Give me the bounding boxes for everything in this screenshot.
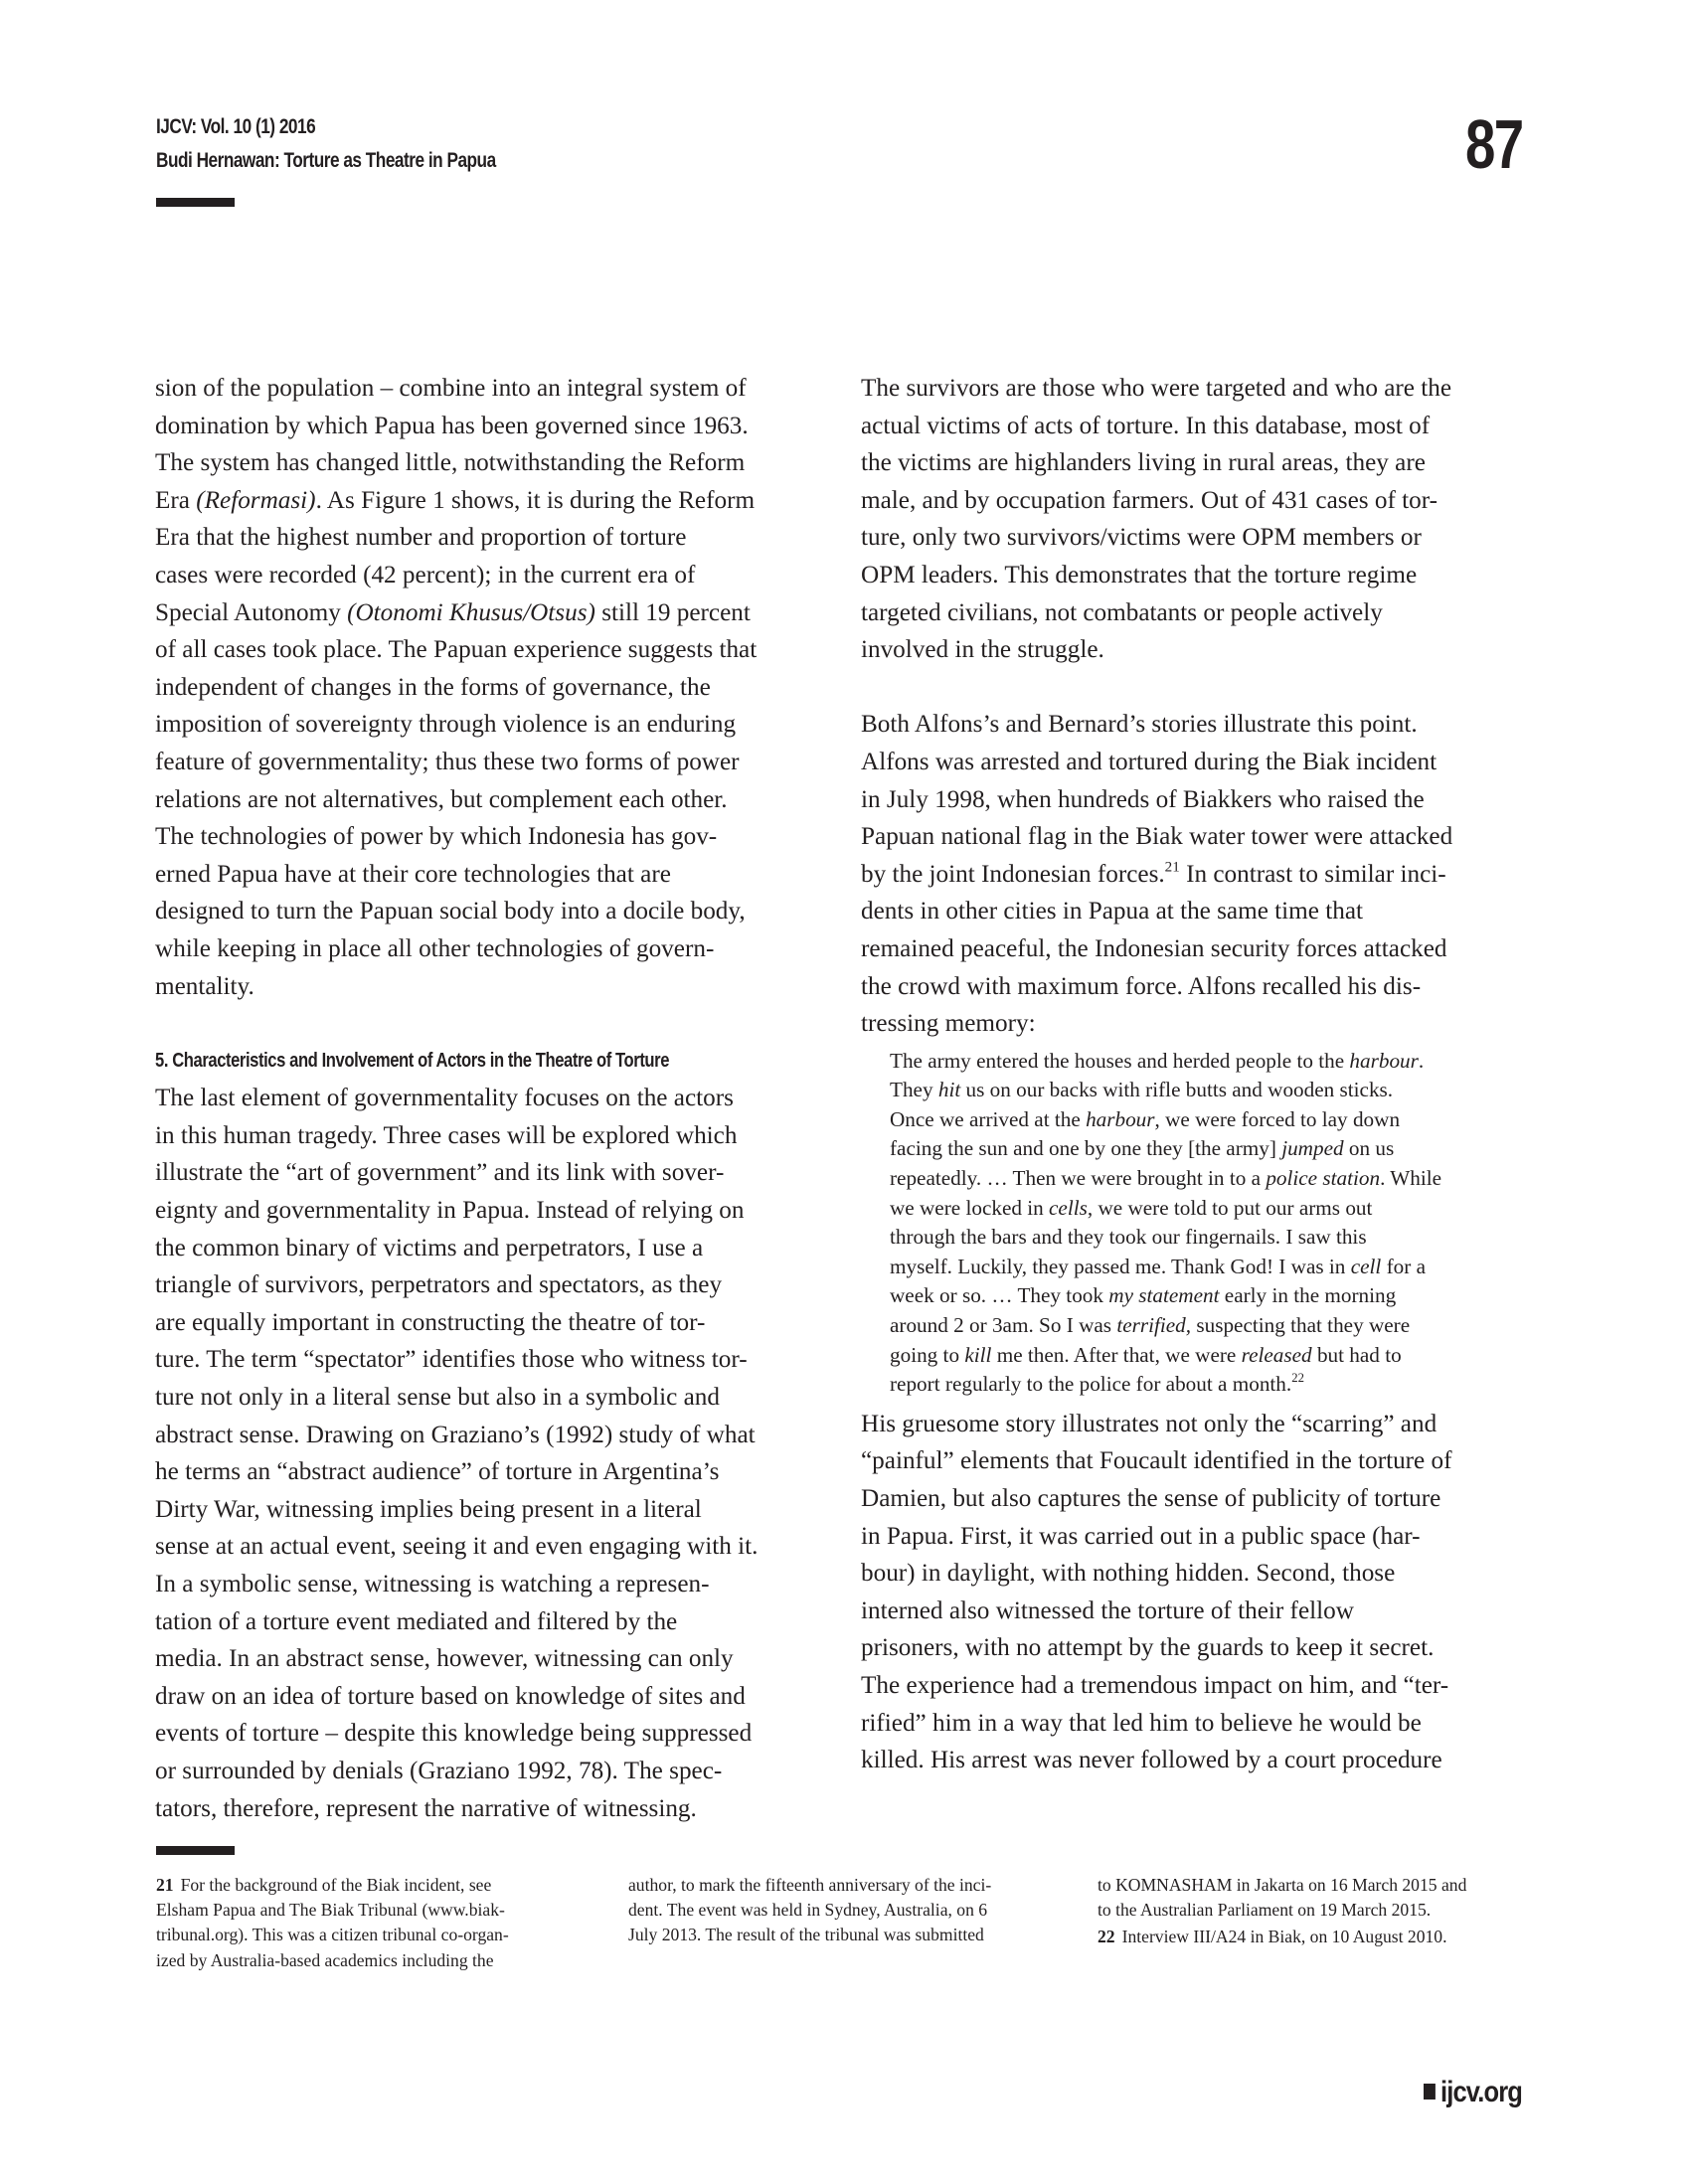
text-line xyxy=(155,744,831,781)
italic-term: my statement xyxy=(1108,1283,1220,1308)
text-run: tribunal.org). This was a citizen tribunal co-organ- xyxy=(156,1925,509,1945)
left-column xyxy=(155,370,831,1827)
quote-line xyxy=(890,1134,1539,1164)
text-line: involved in the struggle. xyxy=(861,636,1104,664)
text-line xyxy=(861,1005,1539,1043)
text-run: The army entered the houses and herded people to the xyxy=(890,1048,1350,1073)
text-run: us on our backs with rifle butts and wooden sticks. xyxy=(960,1078,1394,1102)
quote-line xyxy=(890,1341,1539,1371)
quote-line xyxy=(890,1253,1539,1282)
footnote-line xyxy=(156,1873,593,1898)
text-line xyxy=(155,818,831,856)
text-run: independent of changes in the forms of governance, the xyxy=(155,673,711,701)
text-line: prisoners, with no attempt by the guards to keep it secret. xyxy=(861,1634,1435,1662)
text-line: the common binary of victims and perpetrators, I use a xyxy=(155,1234,704,1261)
text-line: The last element of governmentality focuses on the actors xyxy=(155,1085,734,1112)
text-line: ture. The term “spectator” identifies those who witness tor- xyxy=(155,1346,748,1374)
italic-term: released xyxy=(1241,1342,1312,1367)
text-run: the crowd with maximum force. Alfons recalled his dis- xyxy=(861,972,1422,1000)
text-line xyxy=(861,968,1539,1006)
text-line: tation of a torture event mediated and filtered by the xyxy=(155,1607,678,1635)
quote-line xyxy=(890,1105,1539,1135)
text-line: illustrate the “art of government” and its link with sover- xyxy=(155,1159,725,1187)
text-run: myself. Luckily, they passed me. Thank God! I was in xyxy=(890,1254,1351,1278)
page-number: 87 xyxy=(1465,105,1523,183)
text-line: the victims are highlanders living in rural areas, they are xyxy=(861,449,1426,477)
text-line xyxy=(155,482,831,520)
text-line: Damien, but also captures the sense of publicity of torture xyxy=(861,1485,1441,1512)
italic-term: jumped xyxy=(1281,1136,1344,1161)
text-line: dent. The event was held in Sydney, Australia, on 6 xyxy=(628,1900,988,1921)
text-line: bour) in daylight, with nothing hidden. Second, those xyxy=(861,1560,1396,1588)
text-line: ture, only two survivors/victims were OPM members or xyxy=(861,524,1422,552)
italic-term: cell xyxy=(1350,1254,1382,1278)
text-line xyxy=(155,557,831,594)
text-run: feature of governmentality; thus these two forms of power xyxy=(155,748,740,775)
text-line xyxy=(155,893,831,930)
text-line: triangle of survivors, perpetrators and spectators, as they xyxy=(155,1271,723,1299)
text-run: cases were recorded (42 percent); in the current era of xyxy=(155,561,696,588)
text-line: draw on an idea of torture based on knowledge of sites and xyxy=(155,1682,746,1710)
footer-site[interactable] xyxy=(1424,2076,1522,2109)
quote-line xyxy=(890,1076,1539,1105)
italic-term: (Otonomi Khusus/Otsus) xyxy=(347,598,595,626)
text-run: going to xyxy=(890,1342,965,1367)
text-run: mentality. xyxy=(155,972,254,1000)
text-run: suspecting that they were xyxy=(1191,1313,1411,1338)
text-run: For the background of the Biak incident, see xyxy=(180,1875,492,1895)
paragraph-gap xyxy=(861,669,1539,707)
text-line xyxy=(861,930,1539,968)
text-run: dents in other cities in Papua at the same time that xyxy=(861,898,1364,925)
text-line: in this human tragedy. Three cases will be explored which xyxy=(155,1121,738,1149)
footer-site-link[interactable]: ijcv.org xyxy=(1440,2076,1523,2108)
text-run: for a xyxy=(1381,1254,1426,1278)
text-run: The system has changed little, notwithstanding the Reform xyxy=(155,449,746,477)
article-running-title: Budi Hernawan: Torture as Theatre in Papua xyxy=(156,149,496,172)
italic-term: harbour xyxy=(1349,1048,1419,1073)
square-bullet-icon xyxy=(1424,2084,1436,2100)
text-line: The survivors are those who were targeted and who are the xyxy=(861,375,1452,402)
paragraph-survivors xyxy=(861,370,1539,669)
text-run: sion of the population – combine into an integral system of xyxy=(155,375,747,402)
italic-term: police station xyxy=(1266,1166,1381,1191)
footnote-line xyxy=(156,1948,593,1973)
text-line: Dirty War, witnessing implies being present in a literal xyxy=(155,1495,702,1523)
text-line xyxy=(155,408,831,445)
text-run: of all cases took place. The Papuan experience suggests that xyxy=(155,636,758,664)
footnote-line xyxy=(156,1923,593,1947)
footnote-21 xyxy=(156,1873,593,1973)
text-line xyxy=(861,706,1539,744)
text-line xyxy=(861,856,1539,894)
text-run: around 2 or 3am. So I was xyxy=(890,1313,1117,1338)
paragraph-gap xyxy=(155,1005,831,1043)
right-column xyxy=(861,370,1539,1779)
footnote-column-1 xyxy=(156,1873,593,1973)
text-run: Once we arrived at the xyxy=(890,1106,1087,1131)
text-line xyxy=(861,818,1539,856)
footnote-rule xyxy=(156,1846,235,1855)
text-line xyxy=(155,669,831,707)
italic-term: kill xyxy=(964,1342,992,1367)
text-line: In a symbolic sense, witnessing is watching a represen- xyxy=(155,1571,710,1597)
italic-term: hit xyxy=(937,1078,961,1102)
quote-line xyxy=(890,1311,1539,1341)
text-run: report regularly to the police for about a month. xyxy=(890,1372,1292,1397)
text-line: His gruesome story illustrates not only the “scarring” and xyxy=(861,1410,1437,1437)
text-run: Special Autonomy xyxy=(155,598,348,626)
text-line xyxy=(155,519,831,557)
text-line: abstract sense. Drawing on Graziano’s (1992) study of what xyxy=(155,1421,756,1448)
text-run: we were locked in xyxy=(890,1195,1050,1220)
text-run: relations are not alternatives, but complement each other. xyxy=(155,785,728,813)
text-run: They xyxy=(890,1078,938,1102)
section-heading: 5. Characteristics and Involvement of Actors in the Theatre of Torture xyxy=(155,1049,670,1072)
quote-line xyxy=(890,1194,1539,1224)
quote-line xyxy=(890,1164,1539,1194)
text-line: OPM leaders. This demonstrates that the torture regime xyxy=(861,561,1418,588)
footnote-number: 22 xyxy=(1098,1927,1115,1947)
italic-term: harbour xyxy=(1086,1106,1155,1131)
text-line xyxy=(155,781,831,819)
quote-line xyxy=(890,1281,1539,1311)
text-line: male, and by occupation farmers. Out of 431 cases of tor- xyxy=(861,486,1438,514)
italic-term: (Reformasi) xyxy=(196,486,316,514)
text-run: , we were forced to lay down xyxy=(1154,1106,1401,1131)
text-run: designed to turn the Papuan social body into a docile body, xyxy=(155,898,746,925)
text-run: through the bars and they took our fingernails. I saw this xyxy=(890,1225,1367,1250)
text-line: events of torture – despite this knowledge being suppressed xyxy=(155,1720,753,1748)
quote-line xyxy=(890,1370,1539,1400)
paragraph-alfons xyxy=(861,706,1539,1042)
text-line xyxy=(155,444,831,482)
text-run: remained peaceful, the Indonesian security forces attacked xyxy=(861,934,1447,962)
text-line: are equally important in constructing the theatre of tor- xyxy=(155,1308,706,1336)
text-line: “painful” elements that Foucault identified in the torture of xyxy=(861,1447,1452,1475)
text-line xyxy=(861,744,1539,781)
text-run: Both Alfons’s and Bernard’s stories illustrate this point. xyxy=(861,711,1418,739)
text-line xyxy=(155,594,831,632)
text-line: eignty and governmentality in Papua. Instead of relying on xyxy=(155,1197,745,1225)
text-run: but had to xyxy=(1311,1342,1402,1367)
text-line xyxy=(155,968,831,1006)
text-run: Elsham Papua and The Biak Tribunal (www.biak- xyxy=(156,1900,505,1921)
paragraph-governmentality xyxy=(155,370,831,1005)
text-run: by the joint Indonesian forces. xyxy=(861,860,1165,888)
text-line: sense at an actual event, seeing it and even engaging with it. xyxy=(155,1533,759,1561)
italic-term: terrified, xyxy=(1116,1313,1192,1338)
text-line: to KOMNASHAM in Jakarta on 16 March 2015 and xyxy=(1098,1875,1467,1895)
footnote-number: 21 xyxy=(156,1875,174,1895)
text-line: The experience had a tremendous impact on him, and “ter- xyxy=(861,1671,1449,1699)
text-run: facing the sun and one by one they [the army] xyxy=(890,1136,1282,1161)
block-quote-interview xyxy=(890,1047,1539,1400)
text-line: in Papua. First, it was carried out in a public space (har- xyxy=(861,1522,1421,1550)
footnote-column-3 xyxy=(1098,1873,1545,1950)
footnote-21-end xyxy=(1098,1873,1545,1923)
footnote-line xyxy=(156,1898,593,1923)
quote-line xyxy=(890,1047,1539,1077)
text-line: killed. His arrest was never followed by a court procedure xyxy=(861,1747,1442,1774)
text-run: erned Papua have at their core technologies that are xyxy=(155,860,671,888)
text-run: Papuan national flag in the Biak water tower were attacked xyxy=(861,823,1453,851)
text-line: or surrounded by denials (Graziano 1992, 78). The spec- xyxy=(155,1757,723,1784)
text-line xyxy=(155,370,831,408)
text-run: domination by which Papua has been governed since 1963. xyxy=(155,412,749,439)
text-run: on us xyxy=(1343,1136,1395,1161)
footnote-column-2 xyxy=(628,1873,1066,1948)
text-line: interned also witnessed the torture of their fellow xyxy=(861,1596,1354,1624)
text-line: tators, therefore, represent the narrative of witnessing. xyxy=(155,1794,697,1822)
footnote-ref: 21 xyxy=(1164,859,1180,876)
journal-volume: IJCV: Vol. 10 (1) 2016 xyxy=(156,115,316,138)
text-run: imposition of sovereignty through violence is an enduring xyxy=(155,711,737,739)
text-run: repeatedly. … Then we were brought in to a xyxy=(890,1166,1267,1191)
footnote-21-continued xyxy=(628,1873,1066,1948)
text-line: he terms an “abstract audience” of torture in Argentina’s xyxy=(155,1458,720,1486)
text-line xyxy=(155,706,831,744)
text-run: . While xyxy=(1380,1166,1442,1191)
text-run: In contrast to similar inci- xyxy=(1179,860,1446,888)
text-line: author, to mark the fifteenth anniversary of the inci- xyxy=(628,1875,992,1895)
text-run: Alfons was arrested and tortured during the Biak incident xyxy=(861,748,1437,775)
paragraph-gruesome-story xyxy=(861,1406,1539,1779)
text-line: rified” him in a way that led him to believe he would be xyxy=(861,1709,1422,1737)
text-run: me then. After that, we were xyxy=(991,1342,1242,1367)
paragraph-actors xyxy=(155,1080,831,1827)
text-line: actual victims of acts of torture. In this database, most of xyxy=(861,412,1431,439)
text-line: targeted civilians, not combatants or people actively xyxy=(861,598,1383,626)
italic-term: cells xyxy=(1049,1195,1088,1220)
text-line xyxy=(861,893,1539,930)
text-run: The technologies of power by which Indonesia has gov- xyxy=(155,823,718,851)
text-line xyxy=(155,631,831,669)
quote-line xyxy=(890,1223,1539,1253)
text-line: ture not only in a literal sense but also in a symbolic and xyxy=(155,1384,720,1412)
text-run: early in the morning xyxy=(1219,1283,1397,1308)
text-run: Era that the highest number and proportion of torture xyxy=(155,524,687,552)
footnote-22 xyxy=(1098,1925,1545,1949)
text-run: tressing memory: xyxy=(861,1010,1036,1038)
text-line: to the Australian Parliament on 19 March 2015. xyxy=(1098,1900,1432,1921)
text-line xyxy=(155,856,831,894)
text-run: , we were told to put our arms out xyxy=(1087,1195,1373,1220)
text-line: July 2013. The result of the tribunal was submitted xyxy=(628,1925,984,1945)
text-run: Era xyxy=(155,486,197,514)
text-run: . As Figure 1 shows, it is during the Reform xyxy=(315,486,756,514)
text-line xyxy=(155,930,831,968)
text-run: while keeping in place all other technologies of govern- xyxy=(155,934,715,962)
header-rule xyxy=(156,198,235,207)
text-run: week or so. … They took xyxy=(890,1283,1109,1308)
footnote-text: Interview III/A24 in Biak, on 10 August 2010. xyxy=(1121,1927,1447,1947)
text-run: in July 1998, when hundreds of Biakkers who raised the xyxy=(861,785,1425,813)
text-run: ized by Australia-based academics including the xyxy=(156,1949,494,1970)
footnote-ref: 22 xyxy=(1291,1371,1304,1386)
text-run: still 19 percent xyxy=(594,598,751,626)
text-line xyxy=(861,781,1539,819)
text-line: media. In an abstract sense, however, witnessing can only xyxy=(155,1645,734,1673)
text-run: . xyxy=(1418,1048,1425,1073)
